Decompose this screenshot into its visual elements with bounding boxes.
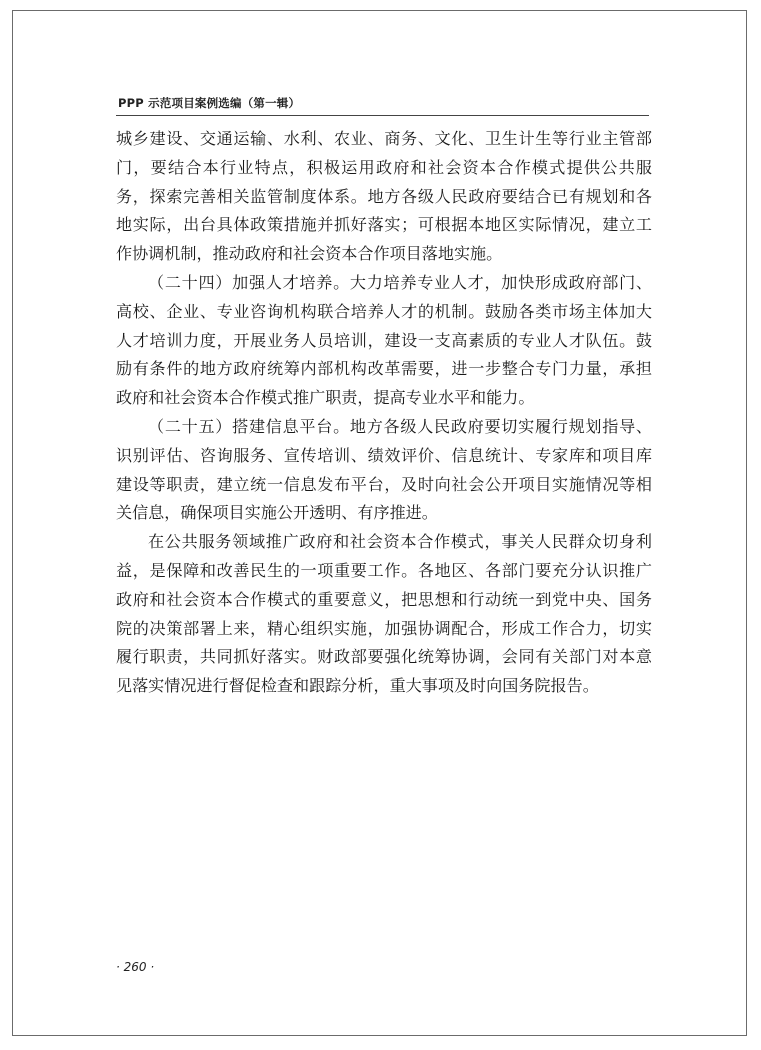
text-line: 见落实情况进行督促检查和跟踪分析，重大事项及时向国务院报告。 <box>116 676 599 696</box>
text-line: 高校、企业、专业咨询机构联合培养人才的机制。鼓励各类市场主体加大 <box>116 301 652 321</box>
text-line: （二十四）加强人才培养。大力培养专业人才，加快形成政府部门、 <box>148 272 652 292</box>
text-line: （二十五）搭建信息平台。地方各级人民政府要切实履行规划指导、 <box>148 416 652 436</box>
paragraph-info-platform <box>116 413 652 528</box>
text-line: 务，探索完善相关监管制度体系。地方各级人民政府要结合已有规划和各 <box>116 186 652 206</box>
text-line: 关信息，确保项目实施公开透明、有序推进。 <box>116 503 438 523</box>
text-line: 门，要结合本行业特点，积极运用政府和社会资本合作模式提供公共服 <box>116 157 652 177</box>
paragraph-continuation <box>116 125 652 269</box>
running-header: PPP 示范项目案例选编（第一辑） <box>118 96 301 110</box>
text-line: 院的决策部署上来，精心组织实施，加强协调配合，形成工作合力，切实 <box>116 618 652 638</box>
text-line: 人才培训力度，开展业务人员培训，建设一支高素质的专业人才队伍。鼓 <box>116 330 652 350</box>
text-line: 在公共服务领域推广政府和社会资本合作模式，事关人民群众切身利 <box>148 532 652 552</box>
text-line: 地实际，出台具体政策措施并抓好落实；可根据本地区实际情况，建立工 <box>116 215 652 235</box>
paragraph-talent-training <box>116 269 652 413</box>
text-line: 建设等职责，建立统一信息发布平台，及时向社会公开项目实施情况等相 <box>116 474 652 494</box>
text-line: 城乡建设、交通运输、水利、农业、商务、文化、卫生计生等行业主管部 <box>116 129 652 148</box>
page-number: · 260 · <box>116 960 155 974</box>
text-line: 政府和社会资本合作模式的重要意义，把思想和行动统一到党中央、国务 <box>116 589 652 609</box>
text-line: 励有条件的地方政府统筹内部机构改革需要，进一步整合专门力量，承担 <box>116 359 652 379</box>
text-line: 履行职责，共同抓好落实。财政部要强化统筹协调，会同有关部门对本意 <box>116 647 652 667</box>
text-line: 作协调机制，推动政府和社会资本合作项目落地实施。 <box>116 244 503 264</box>
body-text <box>116 125 652 701</box>
text-line: 益，是保障和改善民生的一项重要工作。各地区、各部门要充分认识推广 <box>116 560 652 580</box>
text-line: 识别评估、咨询服务、宣传培训、绩效评价、信息统计、专家库和项目库 <box>116 445 652 465</box>
paragraph-conclusion <box>116 528 652 701</box>
header-rule <box>116 115 649 116</box>
text-line: 政府和社会资本合作模式推广职责，提高专业水平和能力。 <box>116 388 535 408</box>
